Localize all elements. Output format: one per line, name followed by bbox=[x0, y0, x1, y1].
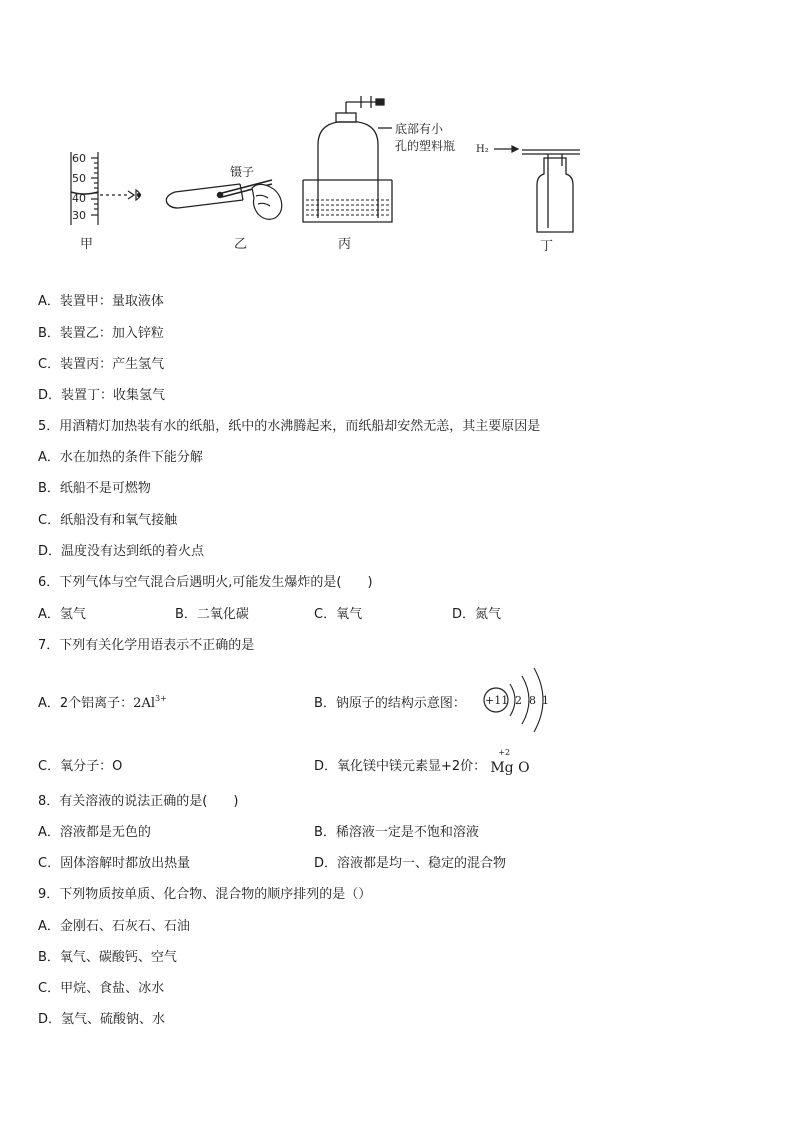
q9-option-b: B．氧气、碳酸钙、空气 bbox=[38, 950, 177, 965]
q7-option-d bbox=[314, 748, 530, 776]
tweezers-label: 镊子 bbox=[230, 165, 255, 179]
q7-d-o: O bbox=[518, 760, 530, 776]
h2-label: H₂ bbox=[476, 144, 489, 155]
q7-d-oxidation: +2 bbox=[498, 748, 511, 757]
q6-option-c: C．氧气 bbox=[314, 607, 363, 622]
q4-option-b: B．装置乙：加入锌粒 bbox=[38, 326, 164, 341]
label-bing: 丙 bbox=[338, 237, 352, 252]
q9-stem: 9．下列物质按单质、化合物、混合物的顺序排列的是（） bbox=[38, 887, 372, 902]
q8-option-a: A．溶液都是无色的 bbox=[38, 825, 151, 840]
q6-option-b: B．二氧化碳 bbox=[175, 607, 249, 622]
test-tube bbox=[166, 184, 243, 208]
cylinder-tick-30: 30 bbox=[72, 209, 86, 222]
cylinder-tick-40: 40 bbox=[72, 192, 86, 205]
shell-count-1: 2 bbox=[515, 694, 522, 707]
hand-icon bbox=[252, 184, 282, 219]
label-ding: 丁 bbox=[540, 239, 554, 254]
plastic-bottle bbox=[318, 96, 392, 218]
shell-arc-2 bbox=[522, 676, 529, 724]
q8-option-b: B．稀溶液一定是不饱和溶液 bbox=[314, 825, 479, 840]
q5-option-d: D．温度没有达到纸的着火点 bbox=[38, 544, 205, 559]
q9-option-a: A．金刚石、石灰石、石油 bbox=[38, 919, 190, 934]
q4-option-c: C．装置丙：产生氢气 bbox=[38, 357, 165, 372]
q7-stem: 7．下列有关化学用语表示不正确的是 bbox=[38, 638, 255, 653]
cylinder-tick-50: 50 bbox=[72, 172, 86, 185]
bottle-caption-line1: 底部有小 bbox=[395, 122, 444, 136]
q7-option-a bbox=[38, 692, 167, 711]
label-yi: 乙 bbox=[234, 237, 248, 252]
q6-stem: 6．下列气体与空气混合后遇明火,可能发生爆炸的是( ) bbox=[38, 575, 373, 590]
cylinder-tick-60: 60 bbox=[72, 152, 86, 165]
q5-option-c: C．纸船没有和氧气接触 bbox=[38, 513, 178, 528]
apparatus-figure bbox=[0, 0, 794, 265]
label-jia: 甲 bbox=[80, 237, 94, 252]
nucleus-charge: +11 bbox=[485, 694, 509, 707]
q7-d-text: D．氧化镁中镁元素显+2价： bbox=[314, 759, 487, 774]
q7-d-formula bbox=[490, 748, 530, 776]
q7-b-text: B．钠原子的结构示意图： bbox=[314, 696, 466, 711]
q8-option-c: C．固体溶解时都放出热量 bbox=[38, 856, 191, 871]
q8-option-d: D．溶液都是均一、稳定的混合物 bbox=[314, 856, 507, 871]
q5-option-a: A．水在加热的条件下能分解 bbox=[38, 450, 203, 465]
q7-option-c: C．氧分子：O bbox=[38, 759, 123, 774]
shell-count-2: 8 bbox=[529, 694, 536, 707]
q6-option-d: D．氮气 bbox=[452, 607, 502, 622]
q9-option-d: D．氢气、硫酸钠、水 bbox=[38, 1012, 166, 1027]
q9-option-c: C．甲烷、食盐、冰水 bbox=[38, 981, 165, 996]
q5-stem: 5．用酒精灯加热装有水的纸船，纸中的水沸腾起来，而纸船却安然无恙，其主要原因是 bbox=[38, 419, 541, 434]
q7-a-formula: 2Al bbox=[133, 696, 155, 711]
q8-stem: 8．有关溶液的说法正确的是( ) bbox=[38, 794, 239, 809]
q7-a-charge: 3+ bbox=[155, 694, 167, 703]
bottle-caption-line2: 孔的塑料瓶 bbox=[395, 139, 456, 153]
q7-d-mg: Mg bbox=[490, 760, 514, 776]
gas-collection-bottle bbox=[522, 150, 580, 232]
q4-option-a: A．装置甲：量取液体 bbox=[38, 294, 164, 309]
q4-option-d: D．装置丁：收集氢气 bbox=[38, 388, 166, 403]
sodium-atom-diagram bbox=[476, 664, 556, 736]
q7-a-text: A．2个铝离子： bbox=[38, 696, 134, 711]
h2-arrow bbox=[494, 146, 518, 152]
q7-option-b bbox=[314, 692, 466, 711]
shell-count-3: 1 bbox=[542, 694, 549, 707]
q6-option-a: A．氢气 bbox=[38, 607, 86, 622]
eye-sightline bbox=[100, 190, 141, 200]
q5-option-b: B．纸船不是可燃物 bbox=[38, 481, 151, 496]
